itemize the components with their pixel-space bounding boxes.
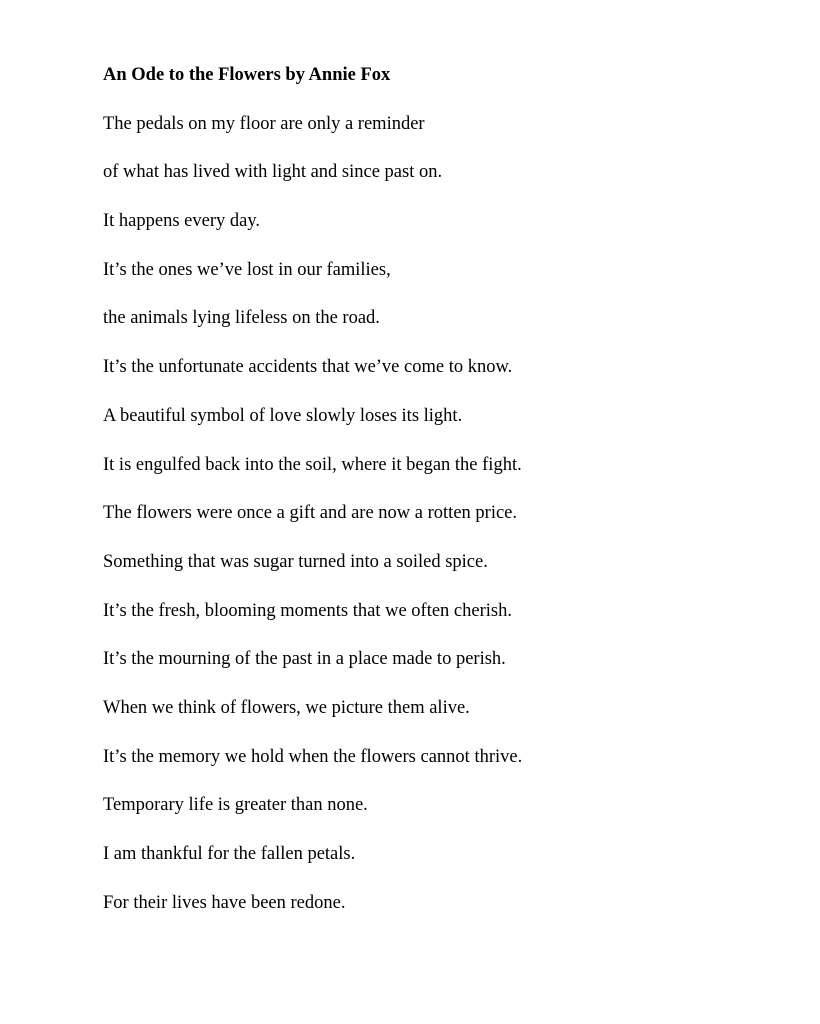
poem-line: Something that was sugar turned into a soiled spice. [103, 551, 488, 572]
poem-line: I am thankful for the fallen petals. [103, 844, 356, 864]
poem-line: The flowers were once a gift and are now a rotten price. [103, 503, 518, 524]
document-page [103, 63, 783, 939]
poem-line: The pedals on my floor are only a reminder [103, 113, 425, 134]
poem-line: It is engulfed back into the soil, where it began the fight. [103, 454, 522, 475]
poem-line: the animals lying lifeless on the road. [103, 308, 380, 329]
poem-body [103, 112, 783, 915]
poem-line: Temporary life is greater than none. [103, 795, 368, 816]
poem-line: It’s the ones we’ve lost in our families, [103, 259, 391, 280]
poem-line: It’s the fresh, blooming moments that we often cherish. [103, 600, 512, 621]
poem-line: It’s the memory we hold when the flowers cannot thrive. [103, 746, 523, 767]
poem-line: It’s the mourning of the past in a place made to perish. [103, 649, 506, 670]
poem-line: It happens every day. [103, 211, 261, 232]
poem-line: When we think of flowers, we picture them alive. [103, 697, 470, 718]
poem-line: It’s the unfortunate accidents that we’ve come to know. [103, 357, 513, 378]
poem-title: An Ode to the Flowers by Annie Fox [103, 65, 391, 85]
poem-line: of what has lived with light and since past on. [103, 162, 443, 183]
poem-line: A beautiful symbol of love slowly loses its light. [103, 405, 463, 426]
poem-line: For their lives have been redone. [103, 892, 346, 913]
